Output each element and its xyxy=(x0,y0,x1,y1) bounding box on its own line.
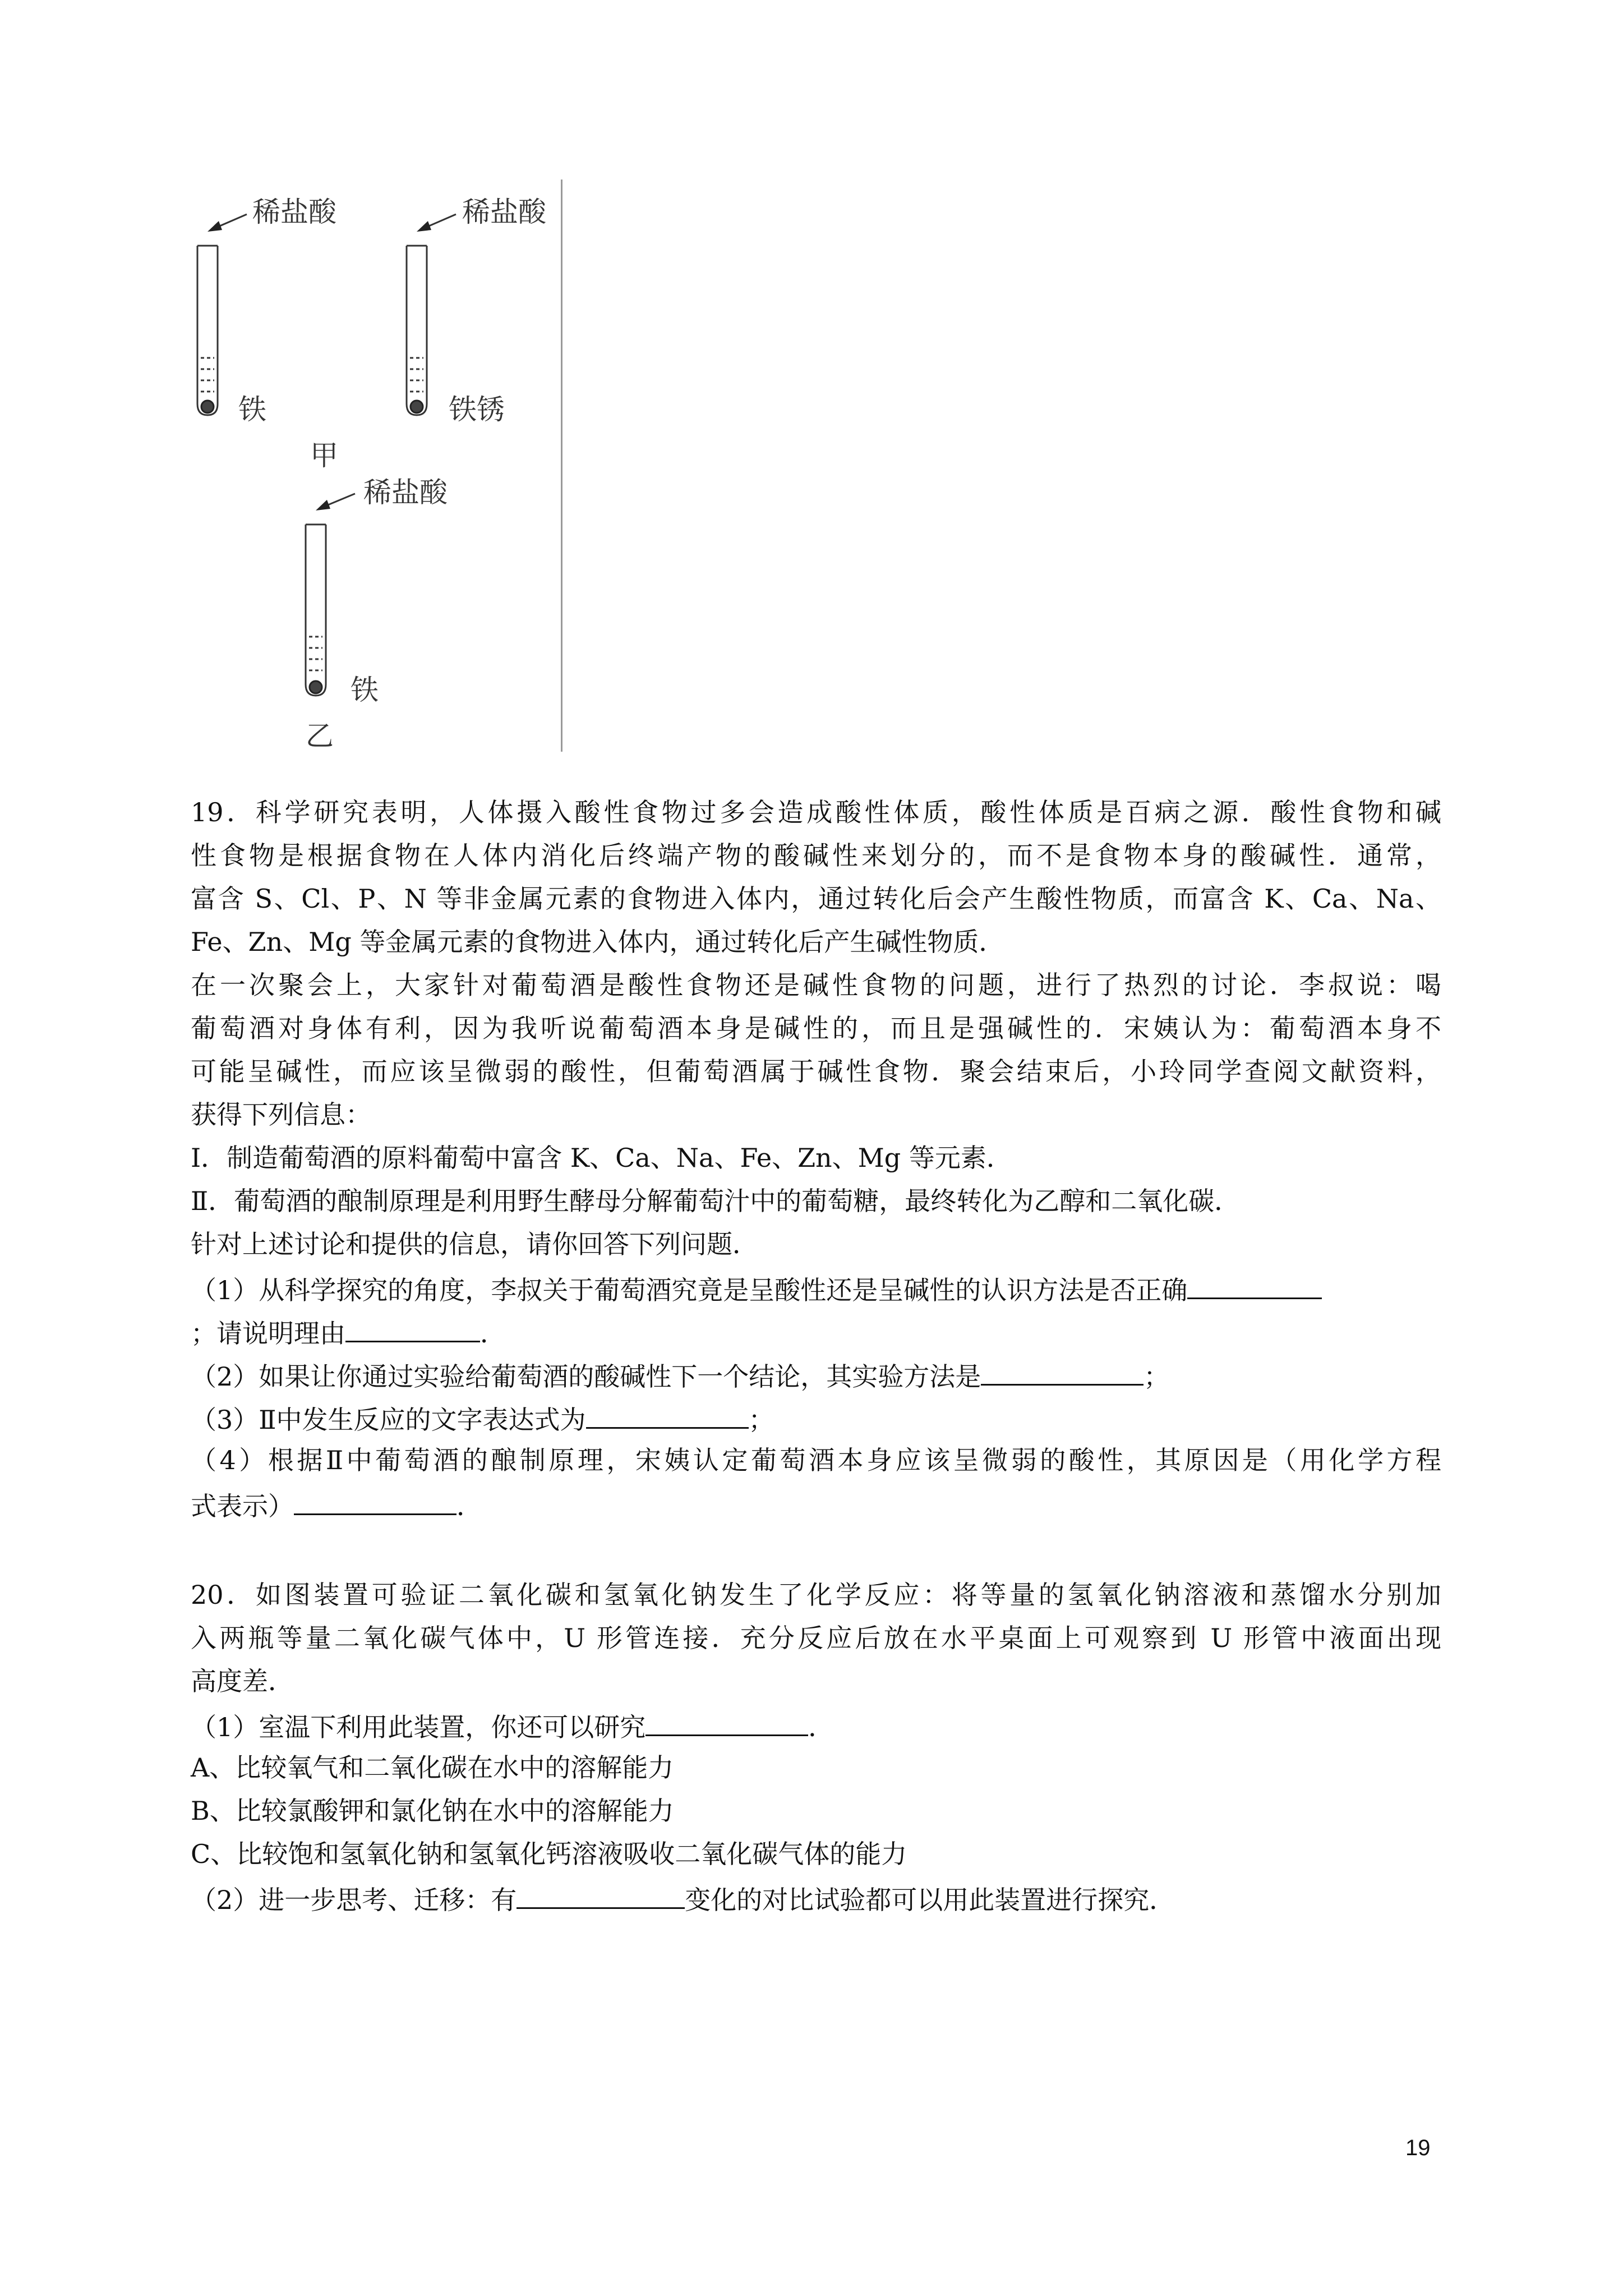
acid-label-a: 稀盐酸 xyxy=(252,196,336,228)
q19-sub3-text: （3）Ⅱ中发生反应的文字表达式为 xyxy=(191,1405,586,1435)
q19-sub2-text: （2）如果让你通过实验给葡萄酒的酸碱性下一个结论，其实验方法是 xyxy=(191,1361,981,1392)
q20-line-1: 20．如图装置可验证二氧化碳和氢氧化钠发生了化学反应：将等量的氢氧化钠溶液和蒸馏水分别加 xyxy=(191,1580,1441,1610)
q19-sub4: （4）根据Ⅱ中葡萄酒的酿制原理，宋姨认定葡萄酒本身应该呈微弱的酸性，其原因是（用化学方程 xyxy=(191,1445,1441,1475)
q19-sub1-text: （1）从科学探究的角度，李叔关于葡萄酒究竟是呈酸性还是呈碱性的认识方法是否正确 xyxy=(191,1275,1188,1305)
q19-prompt: 针对上述讨论和提供的信息，请你回答下列问题． xyxy=(191,1229,758,1259)
q19-sub1-end: ． xyxy=(480,1318,506,1349)
q20-sub2 xyxy=(191,1876,1441,1919)
q19-sub2 xyxy=(191,1352,1441,1396)
answer-blank-1a[interactable] xyxy=(1187,1266,1322,1299)
answer-blank-2[interactable] xyxy=(981,1352,1144,1386)
experiment-figure xyxy=(191,180,562,752)
group-label-jia: 甲 xyxy=(310,439,338,472)
q19-sub2-end: ； xyxy=(1144,1361,1170,1392)
test-tubes-diagram xyxy=(191,180,561,752)
q20-sub1-text: （1）室温下利用此装置，你还可以研究 xyxy=(191,1712,646,1742)
group-label-yi: 乙 xyxy=(306,720,334,752)
q19-sub3-end: ； xyxy=(748,1405,774,1435)
question-20 xyxy=(191,1573,1441,1919)
q19-line-4: Fe、Zn、Mg 等金属元素的食物进入体内，通过转化后产生碱性物质． xyxy=(191,927,1005,957)
iron-label-c: 铁 xyxy=(351,674,379,706)
iron-label-a: 铁 xyxy=(238,393,266,426)
test-tube-b xyxy=(407,246,427,415)
page-number: 19 xyxy=(1405,2136,1431,2160)
iron-granules-a xyxy=(201,401,214,413)
q20-line-2: 入两瓶等量二氧化碳气体中，U 形管连接．充分反应后放在水平桌面上可观察到 U 形管中液面出现 xyxy=(191,1623,1441,1653)
q20-option-b: B、比较氯酸钾和氯化钠在水中的溶解能力 xyxy=(191,1796,674,1826)
acid-label-b: 稀盐酸 xyxy=(462,196,546,228)
q19-line-8: 获得下列信息： xyxy=(191,1099,371,1130)
test-tube-a xyxy=(197,246,218,415)
q19-sub3 xyxy=(191,1396,1441,1439)
q19-sub4-cont xyxy=(191,1482,1441,1525)
q19-sub1-text-b: ；请说明理由 xyxy=(191,1318,345,1349)
q19-sub4-text-b: 式表示） xyxy=(191,1491,294,1521)
q20-sub1-end: ． xyxy=(808,1712,834,1742)
answer-blank-4[interactable] xyxy=(294,1482,457,1515)
acid-label-c: 稀盐酸 xyxy=(363,476,448,509)
q19-line-1: 19．科学研究表明，人体摄入酸性食物过多会造成酸性体质，酸性体质是百病之源．酸性食物和碱 xyxy=(191,797,1441,827)
q19-info-1: Ⅰ．制造葡萄酒的原料葡萄中富含 K、Ca、Na、Fe、Zn、Mg 等元素． xyxy=(191,1143,1012,1173)
rust-label: 铁锈 xyxy=(449,393,505,426)
question-19 xyxy=(191,791,1441,1525)
q20-option-a: A、比较氧气和二氧化碳在水中的溶解能力 xyxy=(191,1752,674,1783)
q20-sub2-text-b: 变化的对比试验都可以用此装置进行探究． xyxy=(685,1885,1175,1915)
q20-option-c: C、比较饱和氢氧化钠和氢氧化钙溶液吸收二氧化碳气体的能力 xyxy=(191,1839,907,1869)
answer-blank-3[interactable] xyxy=(586,1396,749,1429)
q19-line-6: 葡萄酒对身体有利，因为我听说葡萄酒本身是碱性的，而且是强碱性的．宋姨认为：葡萄酒本身不 xyxy=(191,1013,1441,1043)
q19-line-3: 富含 S、Cl、P、N 等非金属元素的食物进入体内，通过转化后会产生酸性物质，而富含 K、Ca、Na、 xyxy=(191,884,1441,914)
q19-sub1-cont xyxy=(191,1309,1441,1352)
iron-granules-c xyxy=(310,681,322,693)
answer-blank-20-1[interactable] xyxy=(645,1703,808,1736)
answer-blank-20-2[interactable] xyxy=(517,1876,685,1909)
rust-granules-b xyxy=(411,401,423,413)
q19-sub4-end: ． xyxy=(457,1491,482,1521)
q19-info-2: Ⅱ．葡萄酒的酿制原理是利用野生酵母分解葡萄汁中的葡萄糖，最终转化为乙醇和二氧化碳． xyxy=(191,1186,1241,1216)
q19-line-7: 可能呈碱性，而应该呈微弱的酸性，但葡萄酒属于碱性食物．聚会结束后，小玲同学查阅文献资料， xyxy=(191,1056,1441,1087)
answer-blank-1b[interactable] xyxy=(345,1309,480,1342)
q19-line-2: 性食物是根据食物在人体内消化后终端产物的酸碱性来划分的，而不是食物本身的酸碱性．通常， xyxy=(191,840,1441,871)
q20-sub2-text: （2）进一步思考、迁移：有 xyxy=(191,1885,517,1915)
test-tube-c xyxy=(306,524,326,696)
q20-sub1 xyxy=(191,1703,1441,1746)
q19-line-5: 在一次聚会上，大家针对葡萄酒是酸性食物还是碱性食物的问题，进行了热烈的讨论．李叔说：喝 xyxy=(191,970,1441,1000)
q19-sub1 xyxy=(191,1266,1441,1309)
q20-line-3: 高度差． xyxy=(191,1666,294,1696)
